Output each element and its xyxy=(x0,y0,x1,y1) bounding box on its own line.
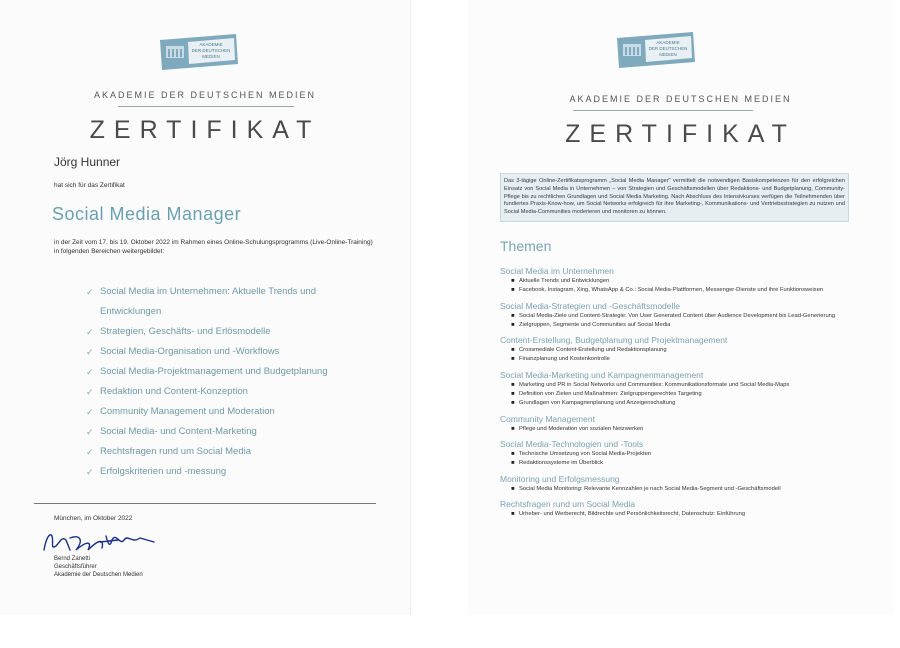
check-icon: ✓ xyxy=(86,387,94,397)
topics-list xyxy=(500,266,860,524)
topic-item: ■ Social Media-Ziele und Content-Strategie: Von User Generated Content über Audience Development bis Lead-Generierung xyxy=(500,312,860,321)
certificate-page-left xyxy=(0,0,411,615)
check-icon: ✓ xyxy=(86,427,94,437)
topic-item: ■ Urheber- und Werberecht, Bildrechte und Persönlichkeitsrecht, Datenschutz: Einführung xyxy=(500,510,860,519)
logo-text-1: AKADEMIE xyxy=(199,42,223,47)
topic-heading: Social Media-Marketing und Kampagnenmanagement xyxy=(500,369,704,380)
topic-section xyxy=(500,499,860,519)
signer-block xyxy=(54,555,143,579)
checklist-item: ✓ Rechtsfragen rund um Social Media xyxy=(86,442,346,462)
check-icon: ✓ xyxy=(86,447,94,457)
intro-text: hat sich für das Zertifikat xyxy=(54,182,125,189)
checklist-item: ✓ Social Media-Projektmanagement und Budgetplanung xyxy=(86,362,346,382)
bullet-icon: ■ xyxy=(511,278,515,284)
checklist-item: ✓ Erfolgskriterien und -messung xyxy=(86,462,346,482)
logo-text-3: MEDIEN xyxy=(659,52,677,57)
bullet-icon: ■ xyxy=(511,287,515,294)
topic-item: ■ Redaktionssysteme im Überblick xyxy=(500,459,860,468)
signer-org: Akademie der Deutschen Medien xyxy=(54,572,143,578)
topic-heading: Rechtsfragen rund um Social Media xyxy=(500,498,636,509)
topic-heading: Content-Erstellung, Budgetplanung und Projektmanagement xyxy=(500,335,728,346)
academy-name: AKADEMIE DER DEUTSCHEN MEDIEN xyxy=(93,90,317,100)
logo-text-3: MEDIEN xyxy=(202,54,220,59)
topic-item: ■ Technische Umsetzung von Social Media-Projekten xyxy=(500,450,860,459)
topic-section xyxy=(500,266,860,296)
bullet-icon: ■ xyxy=(511,510,515,517)
topic-heading: Community Management xyxy=(500,413,595,424)
bullet-icon: ■ xyxy=(511,312,515,319)
topic-section xyxy=(500,370,860,409)
topic-item: ■ Finanzplanung und Kostenkontrolle xyxy=(500,355,860,364)
topic-section xyxy=(500,301,860,331)
checklist-item: ✓ Community Management und Moderation xyxy=(86,402,346,422)
check-icon: ✓ xyxy=(86,367,94,377)
checklist-item: ✓ Social Media- und Content-Marketing xyxy=(86,422,346,442)
bullet-icon: ■ xyxy=(511,356,515,363)
academy-name: AKADEMIE DER DEUTSCHEN MEDIEN xyxy=(569,94,792,104)
signer-role: Geschäftsführer xyxy=(54,564,97,570)
topic-heading: Social Media im Unternehmen xyxy=(500,266,614,276)
logo-text-2: DER DEUTSCHEN xyxy=(191,48,231,53)
signer-name: Bernd Zanetti xyxy=(54,556,91,562)
topic-section xyxy=(500,439,860,469)
topic-item: ■ Zielgruppen, Segmente und Communities auf Social Media xyxy=(500,321,860,330)
checklist-item: ✓ Strategien, Geschäfts- und Erlösmodelle xyxy=(86,322,346,342)
academy-logo xyxy=(158,32,238,70)
topic-section xyxy=(500,335,860,365)
check-icon: ✓ xyxy=(86,287,94,297)
certificate-title: ZERTIFIKAT xyxy=(565,120,796,148)
period-line-1: in der Zeit vom 17. bis 19. Oktober 2022 im Rahmen eines Online-Schulungsprogramms (Live-Online-Training) xyxy=(54,239,373,246)
logo-text-1: AKADEMIE xyxy=(656,40,680,45)
check-icon: ✓ xyxy=(86,347,94,357)
topic-heading: Monitoring und Erfolgsmessung xyxy=(500,473,620,484)
topic-item: ■ Aktuelle Trends und Entwicklungen xyxy=(500,277,860,286)
topic-item: ■ Grundlagen von Kampagnenplanung und Anzeigenschaltung xyxy=(500,399,860,408)
check-icon: ✓ xyxy=(86,407,94,417)
academy-logo xyxy=(615,30,695,68)
topic-item: ■ Marketing und PR in Social Networks und Communities: Kommunikationsformate und Social Media-Maps xyxy=(500,381,860,390)
logo-text-2: DER DEUTSCHEN xyxy=(648,46,688,51)
topic-item: ■ Definition von Zielen und Maßnahmen: Zielgruppengerechtes Targeting xyxy=(500,390,860,399)
period-line-2: in folgenden Bereichen weitergebildet: xyxy=(54,248,165,255)
topic-item: ■ Facebook, Instagram, Xing, WhatsApp & Co.: Social Media-Plattformen, Messenger-Dienste und ihre Funktionsweisen xyxy=(500,286,860,295)
divider xyxy=(118,106,294,107)
bullet-icon: ■ xyxy=(511,347,515,354)
place-date: München, im Oktober 2022 xyxy=(54,515,133,522)
bullet-icon: ■ xyxy=(511,321,515,328)
course-name: Social Media Manager xyxy=(52,204,242,224)
topics-heading: Themen xyxy=(500,238,552,254)
topic-item: ■ Social Media Monitoring: Relevante Kennzahlen je nach Social Media-Segment und -Geschäftsmodell xyxy=(500,485,860,494)
checklist-item: ✓ Social Media im Unternehmen: Aktuelle Trends und Entwicklungen xyxy=(86,282,346,322)
bullet-icon: ■ xyxy=(511,400,515,407)
bullet-icon: ■ xyxy=(511,460,515,467)
checklist-item: ✓ Redaktion und Content-Konzeption xyxy=(86,382,346,402)
bullet-icon: ■ xyxy=(511,391,515,398)
bullet-icon: ■ xyxy=(511,485,515,492)
topic-section xyxy=(500,474,860,494)
topic-checklist xyxy=(86,282,346,482)
topic-section xyxy=(500,414,860,434)
divider xyxy=(573,110,753,111)
signature-divider xyxy=(34,503,376,504)
check-icon: ✓ xyxy=(86,327,94,337)
bullet-icon: ■ xyxy=(511,425,515,432)
check-icon: ✓ xyxy=(86,467,94,477)
bullet-icon: ■ xyxy=(511,381,515,388)
topic-item: ■ Pflege und Moderation von sozialen Netzwerken xyxy=(500,425,860,434)
topic-item: ■ Crossmediale Content-Erstellung und Redaktionsplanung xyxy=(500,346,860,355)
topic-heading: Social Media-Technologien und -Tools xyxy=(500,438,644,449)
program-description: Das 3-tägige Online-Zertifikatsprogramm „Social Media Manager" vermittelt die notwendigen Basiskompetenzen für den erfolgreichen Einsatz von Social Media in Unternehmen – von Strategien und Geschäftsmodellen über Redaktions- und Budgetplanung, Community-Pflege bis zu rechtlichen Grundlagen und Social Media Marketing. Nach Abschluss des Intensivkurses verfügen die Teilnehmenden über fundiertes Praxis-Know-how, um Social Networks erfolgreich für ihre Marketing-, Kommunikations- und Vertriebsstrategien zu nutzen und Social Media-Communities moderieren und monitoren zu können. xyxy=(500,173,849,222)
recipient-name: Jörg Hunner xyxy=(54,155,121,169)
bullet-icon: ■ xyxy=(511,450,515,457)
topic-heading: Social Media-Strategien und -Geschäftsmodelle xyxy=(500,300,681,311)
checklist-item: ✓ Social Media-Organisation und -Workflows xyxy=(86,342,346,362)
certificate-title: ZERTIFIKAT xyxy=(89,116,321,144)
